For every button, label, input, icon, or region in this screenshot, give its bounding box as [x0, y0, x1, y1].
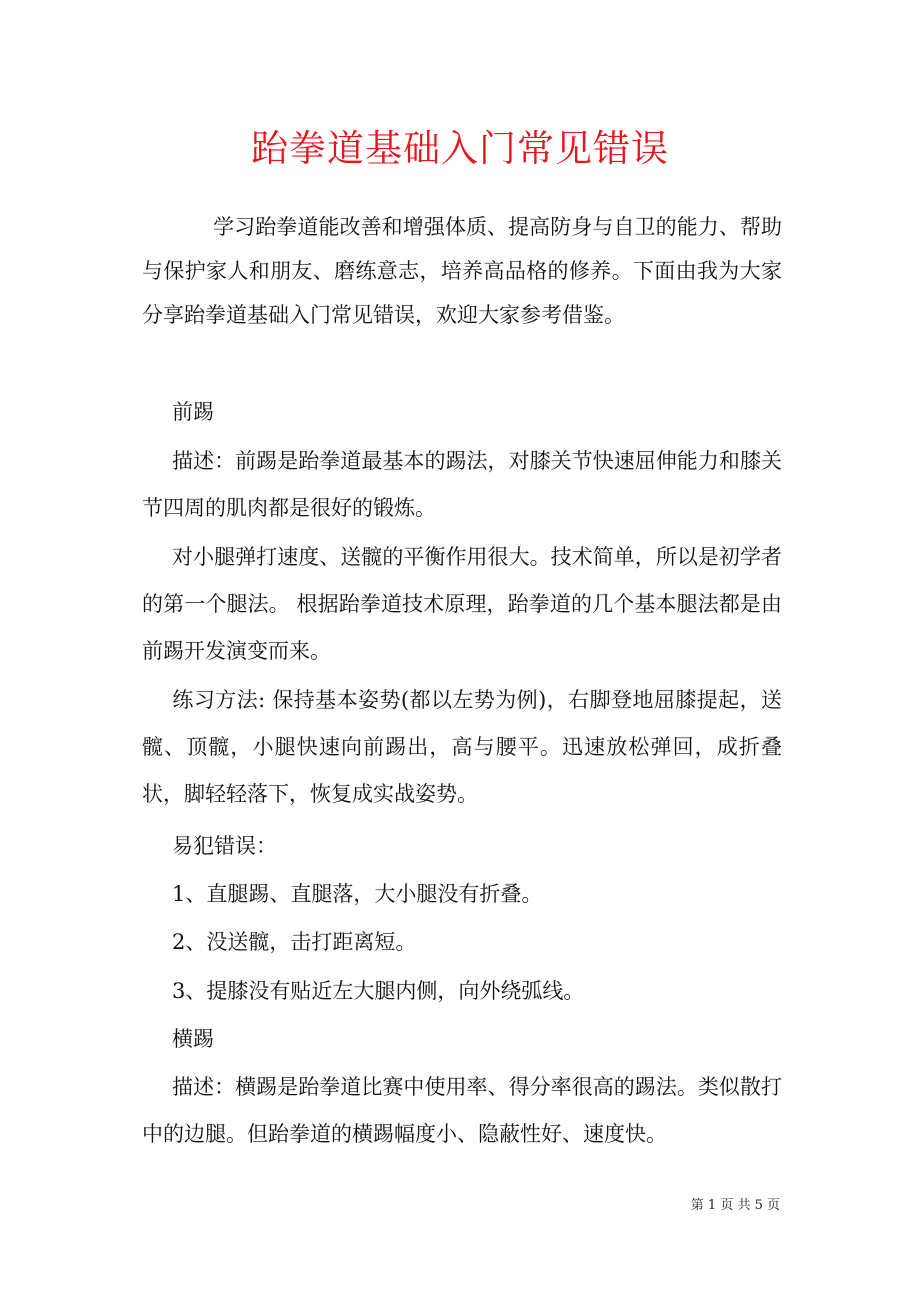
document-title: 跆拳道基础入门常见错误: [251, 127, 669, 170]
section-heading-front-kick: 前踢: [172, 400, 214, 424]
intro-text: 学习跆拳道能改善和增强体质、提高防身与自卫的能力、帮助与保护家人和朋友、磨练意志，培养高品格的修养。下面由我为大家分享跆拳道基础入门常见错误，欢迎大家参考借鉴。: [142, 215, 782, 327]
intro-paragraph: [142, 205, 782, 337]
page-number-footer: 第 1 页 共 5 页: [690, 1198, 780, 1213]
front-kick-description: 描述：前踢是跆拳道最基本的踢法，对膝关节快速屈伸能力和膝关节四周的肌肉都是很好的锻炼。: [142, 449, 782, 520]
front-kick-detail: 对小腿弹打速度、送髋的平衡作用很大。技术简单，所以是初学者的第一个腿法。 根据跆拳道技术原理，跆拳道的几个基本腿法都是由前踢开发演变而来。: [142, 545, 782, 663]
roundhouse-kick-description: 描述：横踢是跆拳道比赛中使用率、得分率很高的踢法。类似散打中的边腿。但跆拳道的横踢幅度小、隐蔽性好、速度快。: [142, 1075, 782, 1146]
common-mistakes-heading: 易犯错误：: [172, 834, 277, 858]
section-heading-roundhouse-kick: 横踢: [172, 1027, 214, 1051]
mistake-item-3: 3、提膝没有贴近左大腿内侧，向外绕弧线。: [172, 979, 585, 1003]
front-kick-practice-method: 练习方法: 保持基本姿势(都以左势为例)，右脚登地屈膝提起，送髋、顶髋，小腿快速向前踢出，高与腰平。迅速放松弹回，成折叠状，脚轻轻落下，恢复成实战姿势。: [142, 688, 782, 806]
mistake-item-2: 2、没送髋，击打距离短。: [172, 930, 417, 954]
mistake-item-1: 1、直腿踢、直腿落，大小腿没有折叠。: [172, 882, 543, 906]
